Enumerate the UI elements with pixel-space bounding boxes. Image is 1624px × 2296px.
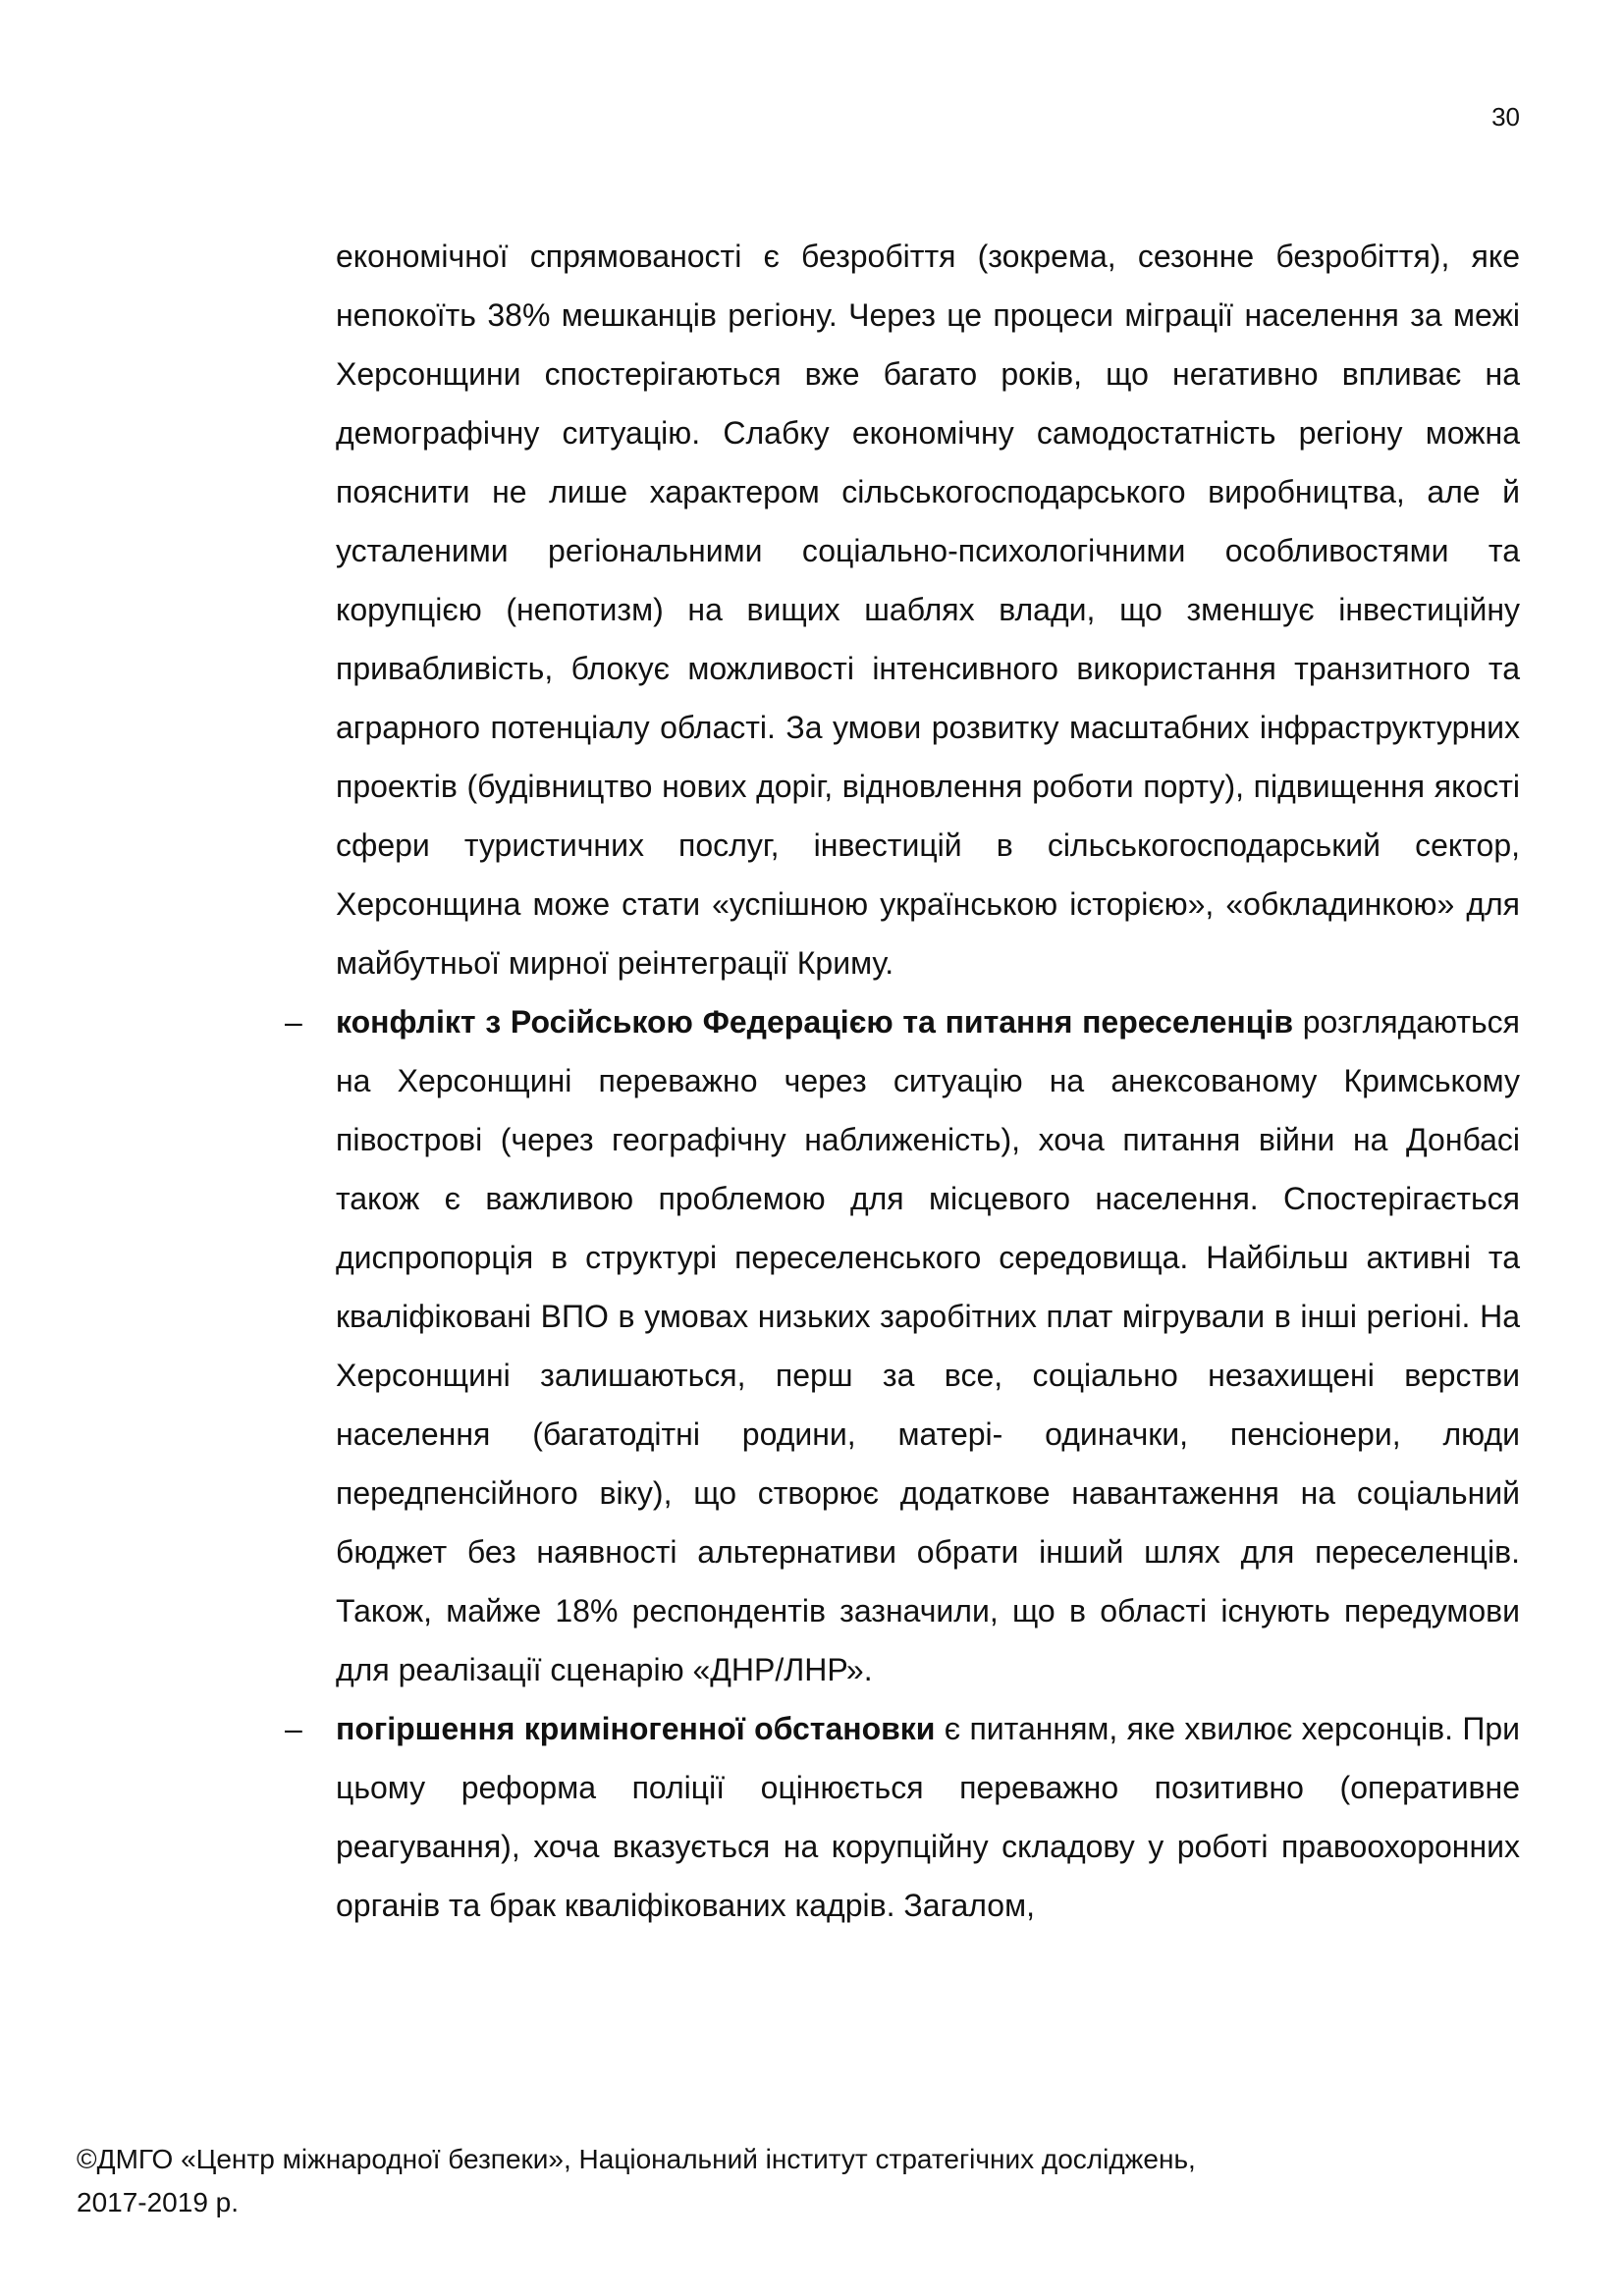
bullet-dash-icon: – [285, 1711, 302, 1746]
footer-years-line: 2017-2019 р. [77, 2187, 240, 2217]
bullet-dash-icon: – [285, 1004, 302, 1040]
bullet-bold-lead: конфлікт з Російською Федерацією та питання переселенців [336, 1004, 1293, 1040]
bullet-body: є питанням, яке хвилює херсонців. При цьому реформа поліції оцінюється переважно позитивно (оперативне реагування), хоча вказується на корупційну складову у роботі правоохоронних органів та брак кваліфікованих кадрів. Загалом, [336, 1711, 1520, 1923]
bullet-text [336, 992, 1520, 1699]
bullet-bold-lead: погіршення криміногенної обстановки [336, 1711, 936, 1746]
list-item [285, 992, 1521, 1699]
footer-copyright-line: ©ДМГО «Центр міжнародної безпеки», Національний інститут стратегічних досліджень, [77, 2144, 1196, 2174]
page-footer [77, 2138, 1520, 2224]
list-item [285, 1699, 1520, 1935]
bullet-body: розглядаються на Херсонщині переважно через ситуацію на анексованому Кримському півострові (через географічну наближеність), хоча питання війни на Донбасі також є важливою проблемою для місцевого населення. Спостерігається диспропорція в структурі переселенського середовища. Найбільш активні та кваліфіковані ВПО в умовах низьких заробітних плат мігрували в інші регіоні. На Херсонщині залишаються, перш за все, соціально незахищені верстви населення (багатодітні родини, матері- одиначки, пенсіонери, люди передпенсійного віку), що створює додаткове навантаження на соціальний бюджет без наявності альтернативи обрати інший шлях для переселенців. Також, майже 18% респондентів зазначили, що в області існують передумови для реалізації сценарію «ДНР/ЛНР». [336, 1004, 1521, 1687]
bullet-text [336, 1699, 1520, 1935]
continuation-paragraph: економічної спрямованості є безробіття (зокрема, сезонне безробіття), яке непокоїть 38% мешканців регіону. Через це процеси міграції населення за межі Херсонщини спостерігаються вже багато років, що негативно впливає на демографічну ситуацію. Слабку економічну самодостатність регіону можна пояснити не лише характером сільськогосподарського виробництва, але й усталеними регіональними соціально-психологічними особливостями та корупцією (непотизм) на вищих шаблях влади, що зменшує інвестиційну привабливість, блокує можливості інтенсивного використання транзитного та аграрного потенціалу області. За умови розвитку масштабних інфраструктурних проектів (будівництво нових доріг, відновлення роботи порту), підвищення якості сфери туристичних послуг, інвестицій в сільськогосподарський сектор, Херсонщина може стати «успішною українською історією», «обкладинкою» для майбутньої мирної реінтеграції Криму. [336, 239, 1520, 981]
page-number: 30 [1491, 102, 1520, 132]
document-body [285, 227, 1521, 1935]
